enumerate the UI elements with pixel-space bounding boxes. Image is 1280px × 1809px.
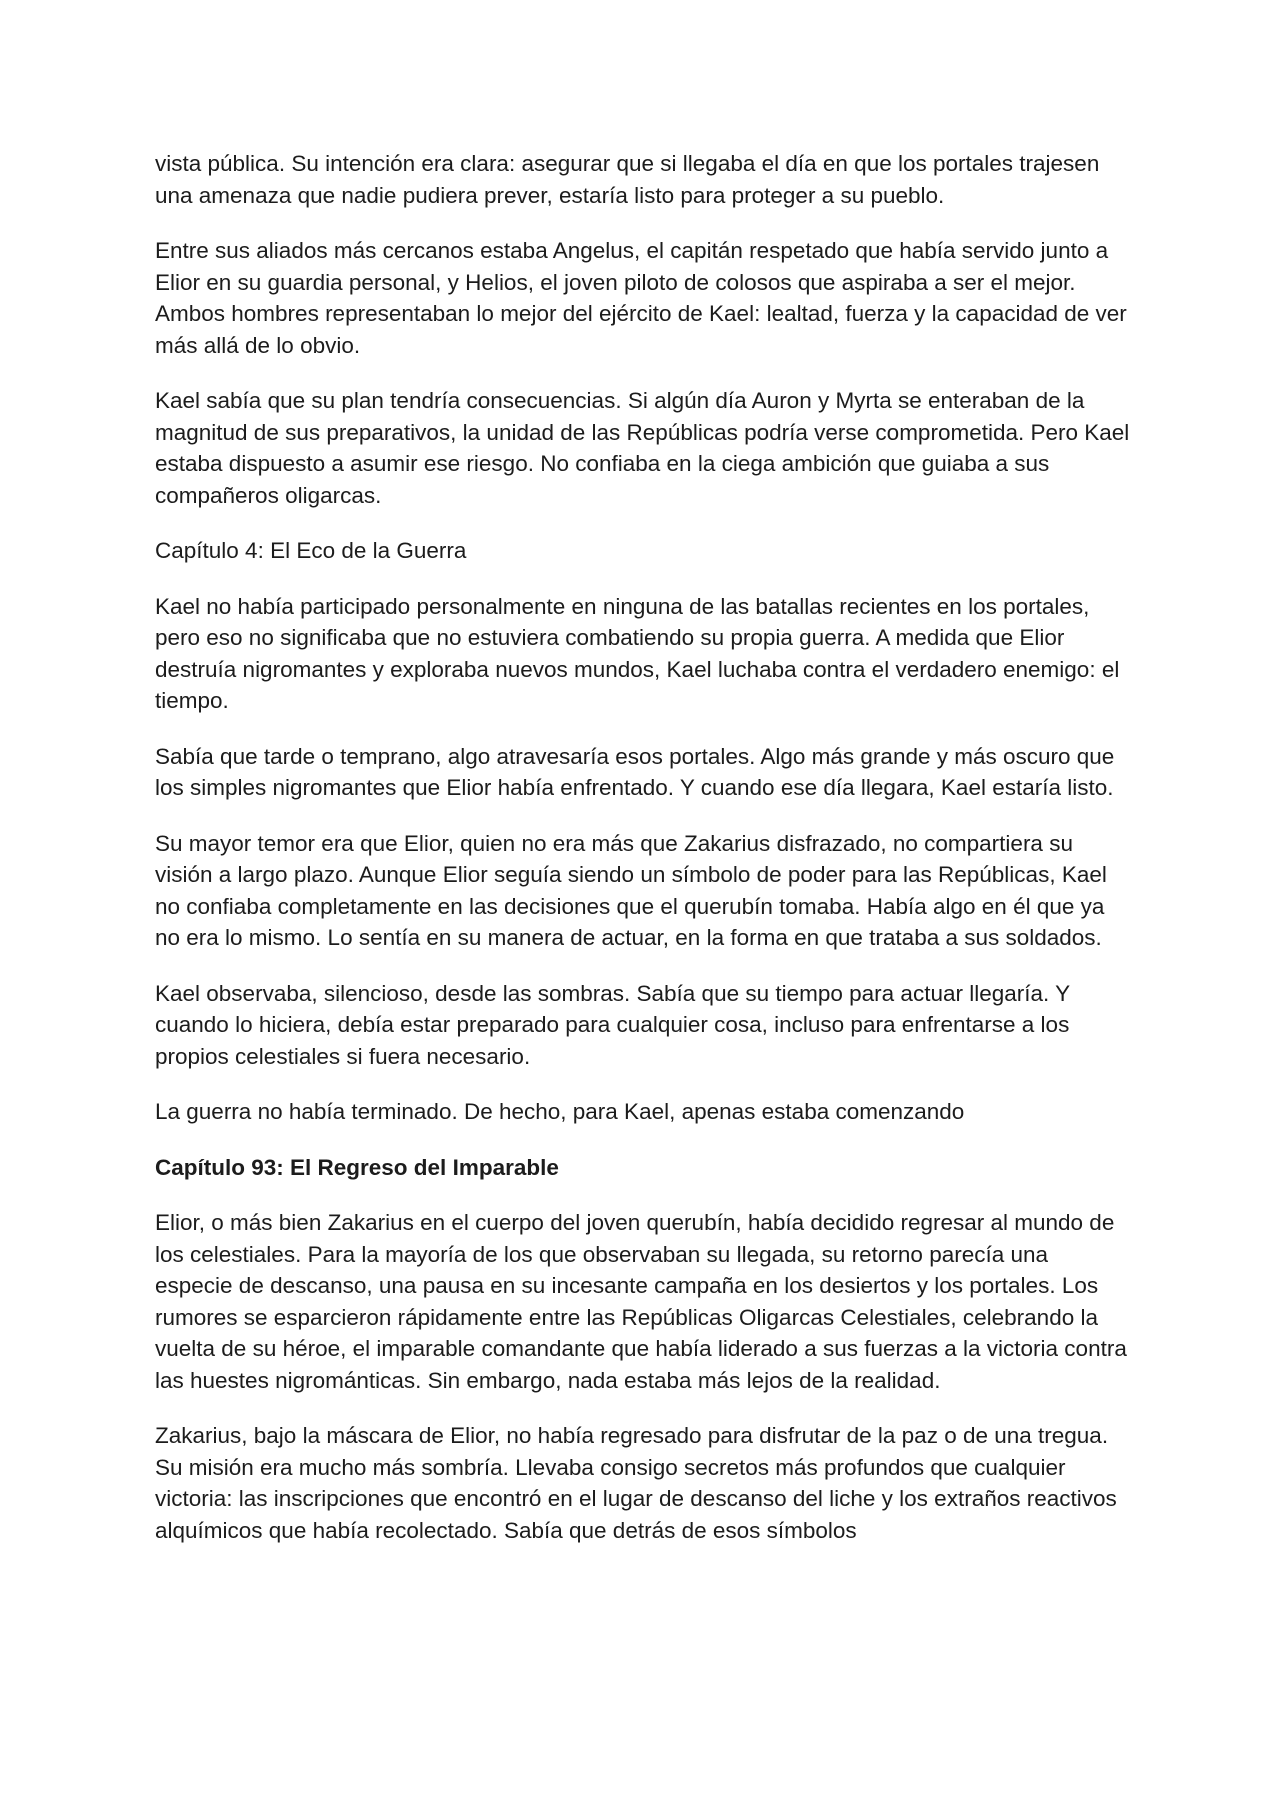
paragraph: Kael sabía que su plan tendría consecuencias. Si algún día Auron y Myrta se enteraban de la magnitud de sus preparativos, la unidad de las Repúblicas podría verse comprometida. Pero Kael estaba dispuesto a asumir ese riesgo. No confiaba en la ciega ambición que guiaba a sus compañeros oligarcas.	[155, 388, 1130, 508]
paragraph: Elior, o más bien Zakarius en el cuerpo del joven querubín, había decidido regresar al mundo de los celestiales. Para la mayoría de los que observaban su llegada, su retorno parecía una especie de descanso, una pausa en su incesante campaña en los desiertos y los portales. Los rumores se esparcieron rápidamente entre las Repúblicas Oligarcas Celestiales, celebrando la vuelta de su héroe, el imparable comandante que había liderado a sus fuerzas a la victoria contra las huestes nigrománticas. Sin embargo, nada estaba más lejos de la realidad.	[155, 1210, 1127, 1393]
chapter-heading-bold: Capítulo 93: El Regreso del Imparable	[155, 1154, 559, 1180]
paragraph: Kael no había participado personalmente en ninguna de las batallas recientes en los portales, pero eso no significaba que no estuviera combatiendo su propia guerra. A medida que Elior destruía nigromantes y exploraba nuevos mundos, Kael luchaba contra el verdadero enemigo: el tiempo.	[155, 593, 1120, 713]
paragraph: La guerra no había terminado. De hecho, para Kael, apenas estaba comenzando	[155, 1099, 965, 1124]
paragraph: Zakarius, bajo la máscara de Elior, no había regresado para disfrutar de la paz o de una tregua. Su misión era mucho más sombría. Llevaba consigo secretos más profundos que cualquier victoria: las inscripciones que encontró en el lugar de descanso del liche y los extraños reactivos alquímicos que había recolectado. Sabía que detrás de esos símbolos	[155, 1423, 1117, 1543]
paragraph: Entre sus aliados más cercanos estaba Angelus, el capitán respetado que había servido junto a Elior en su guardia personal, y Helios, el joven piloto de colosos que aspiraba a ser el mejor. Ambos hombres representaban lo mejor del ejército de Kael: lealtad, fuerza y la capacidad de ver más allá de lo obvio.	[155, 238, 1127, 358]
paragraph: vista pública. Su intención era clara: asegurar que si llegaba el día en que los portales trajesen una amenaza que nadie pudiera prever, estaría listo para proteger a su pueblo.	[155, 151, 1100, 208]
paragraph: Su mayor temor era que Elior, quien no era más que Zakarius disfrazado, no compartiera su visión a largo plazo. Aunque Elior seguía siendo un símbolo de poder para las Repúblicas, Kael no confiaba completamente en las decisiones que el querubín tomaba. Había algo en él que ya no era lo mismo. Lo sentía en su manera de actuar, en la forma en que trataba a sus soldados.	[155, 830, 1107, 950]
paragraph: Sabía que tarde o temprano, algo atravesaría esos portales. Algo más grande y más oscuro que los simples nigromantes que Elior había enfrentado. Y cuando ese día llegara, Kael estaría listo.	[155, 743, 1115, 800]
paragraph: Kael observaba, silencioso, desde las sombras. Sabía que su tiempo para actuar llegaría. Y cuando lo hiciera, debía estar preparado para cualquier cosa, incluso para enfrentarse a los propios celestiales si fuera necesario.	[155, 980, 1070, 1069]
chapter-heading: Capítulo 4: El Eco de la Guerra	[155, 538, 467, 563]
